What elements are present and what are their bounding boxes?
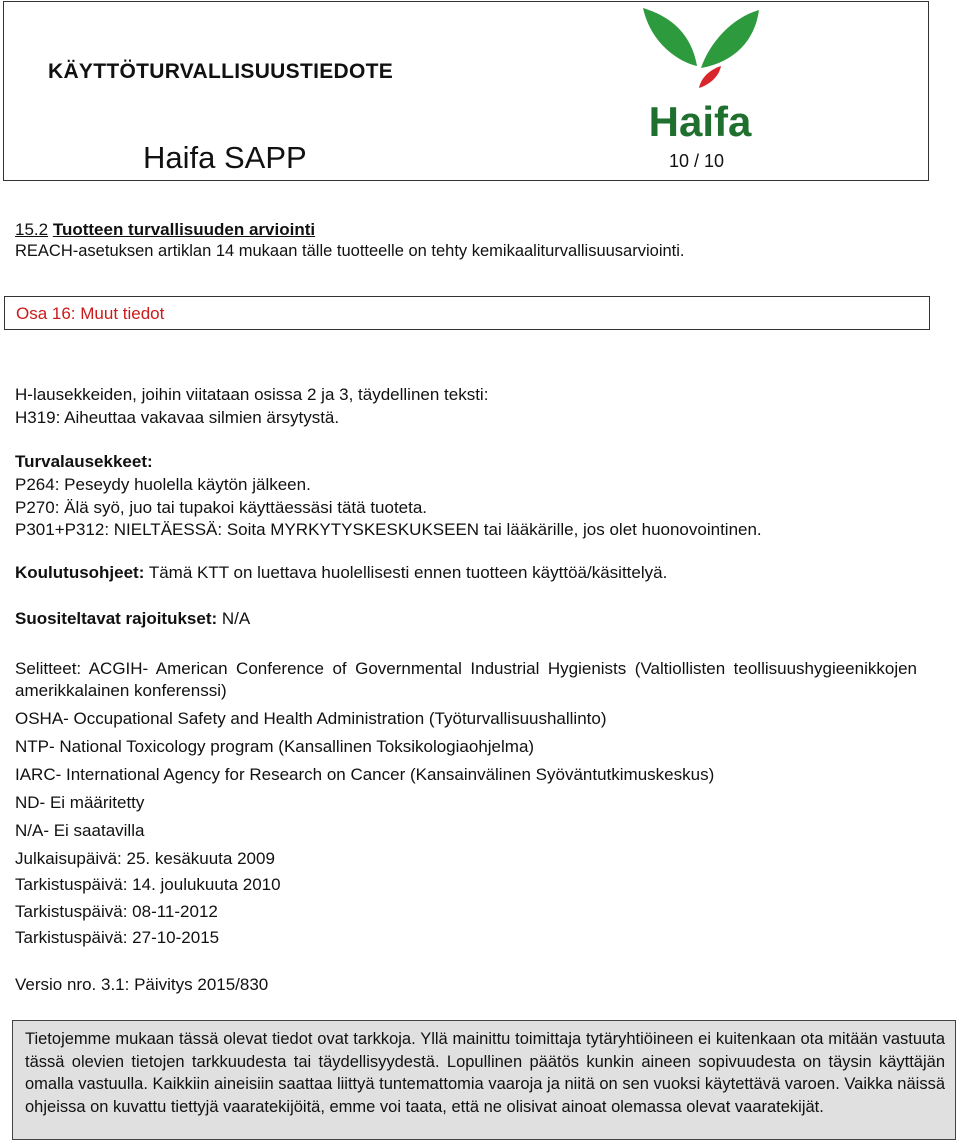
logo-wordmark: Haifa [648, 98, 752, 140]
p301-statement: P301+P312: NIELTÄESSÄ: Soita MYRKYTYSKESKUKSEEN tai lääkärille, jos olet huonovointinen. [15, 520, 762, 539]
h319-statement: H319: Aiheuttaa vakavaa silmien ärsytystä. [15, 408, 340, 427]
page-number: 10 / 10 [669, 151, 725, 171]
reach-statement: REACH-asetuksen artiklan 14 mukaan tälle tuotteelle on tehty kemikaaliturvallisuusarviointi. [15, 242, 685, 260]
published-date: Julkaisupäivä: 25. kesäkuuta 2009 [15, 849, 275, 868]
p270-statement: P270: Älä syö, juo tai tupakoi käyttäessäsi tätä tuoteta. [15, 498, 428, 517]
section-15-2-heading [15, 220, 315, 240]
section-number: 15.2 [15, 220, 49, 239]
haifa-logo [639, 4, 761, 140]
section-title: Tuotteen turvallisuuden arviointi [52, 220, 316, 239]
section-16-title: Osa 16: Muut tiedot [16, 304, 165, 323]
disclaimer-box [12, 1020, 956, 1140]
disclaimer-text: Tietojemme mukaan tässä olevat tiedot ovat tarkkoja. Yllä mainittu toimittaja tytäryhtiöineen ei kuitenkaan ota mitään vastuuta tässä olevien tietojen tarkkuudesta tai täydellisyydestä. Lopullinen päätös kunkin aineen sopivuudesta on täysin käyttäjän omalla vastuulla. Kaikkiin aineisiin saattaa liittyä tuntemattomia vaaroja ja niitä on sen vuoksi käytettävä varoen. Vaikka näissä ohjeissa on kuvattu tiettyjä vaaratekijöitä, emme voi taata, että ne olisivat ainoat olemassa olevat vaaratekijät. [25, 1030, 945, 1116]
revision-date-2: Tarkistuspäivä: 08-11-2012 [15, 902, 218, 921]
abbreviation-ntp: NTP- National Toxicology program (Kansallinen Toksikologiaohjelma) [15, 737, 535, 756]
training-label: Koulutusohjeet: [15, 563, 145, 582]
p264-statement: P264: Peseydy huolella käytön jälkeen. [15, 475, 311, 494]
training-text: Tämä KTT on luettava huolellisesti ennen tuotteen käyttöä/käsittelyä. [148, 563, 668, 582]
section-16-header [4, 296, 930, 330]
precautionary-heading: Turvalausekkeet: [15, 452, 153, 471]
abbreviation-iarc: IARC- International Agency for Research on Cancer (Kansainvälinen Syöväntutkimuskeskus) [15, 765, 715, 784]
document-title: KÄYTTÖTURVALLISUUSTIEDOTE [48, 60, 394, 83]
abbreviation-acgih: Selitteet: ACGIH- American Conference of Governmental Industrial Hygienists (Valtiollisten teollisuushygieenikkojen amerikkalainen konferenssi) [15, 659, 917, 700]
recommended-restrictions [15, 609, 250, 629]
revision-date-1: Tarkistuspäivä: 14. joulukuuta 2010 [15, 875, 281, 894]
h-statements-heading: H-lausekkeiden, joihin viitataan osissa 2 ja 3, täydellinen teksti: [15, 385, 489, 404]
restrictions-label: Suositeltavat rajoitukset: [15, 609, 218, 628]
abbreviation-osha: OSHA- Occupational Safety and Health Administration (Työturvallisuushallinto) [15, 709, 607, 728]
abbreviation-nd: ND- Ei määritetty [15, 793, 145, 812]
restrictions-text: N/A [221, 609, 251, 628]
abbreviation-na: N/A- Ei saatavilla [15, 821, 145, 840]
product-name: Haifa SAPP [143, 140, 307, 175]
document-header [3, 1, 929, 181]
revision-date-3: Tarkistuspäivä: 27-10-2015 [15, 928, 220, 947]
training-instructions [15, 563, 667, 583]
version-number: Versio nro. 3.1: Päivitys 2015/830 [15, 975, 269, 994]
